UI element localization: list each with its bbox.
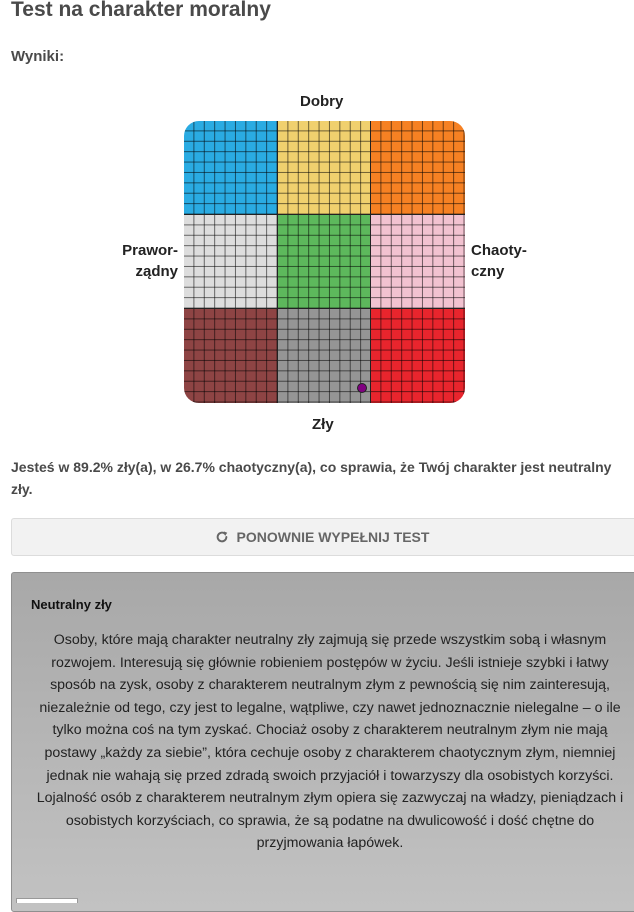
retake-test-button[interactable]: [11, 518, 634, 556]
retake-test-label: PONOWNIE WYPEŁNIJ TEST: [236, 529, 430, 545]
cell-neutral-good: [278, 121, 372, 215]
cell-chaotic-neutral: [371, 215, 465, 309]
description-text: Osoby, które mają charakter neutralny zły zajmują się przede wszystkim sobą i własnym rozwojem. Interesują się głównie robieniem postępów w życiu. Jeśli istnieje szybki i łatwy sposób na zysk, osoby z charakterem neutralnym złym z pewnością się nim zainteresują, niezależnie od tego, czy jest to legalne, wątpliwe, czy nawet jednoznacznie nielegalne – o ile tylko można coś na tym zyskać. Chociaż osoby z charakterem neutralnym złym nie mają postawy „każdy za siebie”, która cechuje osoby z charakterem chaotycznym złym, niemniej jednak nie wahają się przed zdradą swoich przyjaciół i towarzyszy dla osobistych korzyści. Lojalność osób z charakterem neutralnym złym opiera się zazwyczaj na władzy, pieniądzach i osobistych korzyściach, co sprawia, że są podatne na dwulicowość i dość chętne do przyjmowania łapówek.: [36, 632, 624, 852]
axis-label-chaotic-line2: czny: [471, 263, 505, 280]
axis-label-chaotic-line1: Chaoty-: [471, 242, 527, 259]
cell-chaotic-evil: [371, 309, 465, 403]
cell-lawful-neutral: [184, 215, 278, 309]
page-edge-tab: [16, 898, 78, 903]
axis-label-lawful-line2: ządny: [135, 263, 178, 280]
cell-lawful-good: [184, 121, 278, 215]
cell-chaotic-good: [371, 121, 465, 215]
result-summary: Jesteś w 89.2% zły(a), w 26.7% chaotyczny(a), co sprawia, że Twój charakter jest neutralny zły.: [11, 459, 612, 497]
cell-lawful-evil: [184, 309, 278, 403]
axis-label-evil: Zły: [312, 416, 334, 433]
result-marker: [357, 383, 367, 393]
axis-label-lawful: [100, 240, 178, 282]
description-title: Neutralny zły: [31, 597, 112, 612]
axis-label-chaotic: [471, 240, 551, 282]
axis-label-good: Dobry: [300, 93, 344, 110]
results-heading: Wyniki:: [11, 48, 65, 65]
refresh-icon: [215, 530, 229, 544]
cell-true-neutral: [278, 215, 372, 309]
axis-label-lawful-line1: Prawor-: [122, 242, 178, 259]
page-title: Test na charakter moralny: [11, 0, 271, 21]
description-panel: [11, 572, 634, 912]
alignment-grid: [184, 121, 465, 403]
